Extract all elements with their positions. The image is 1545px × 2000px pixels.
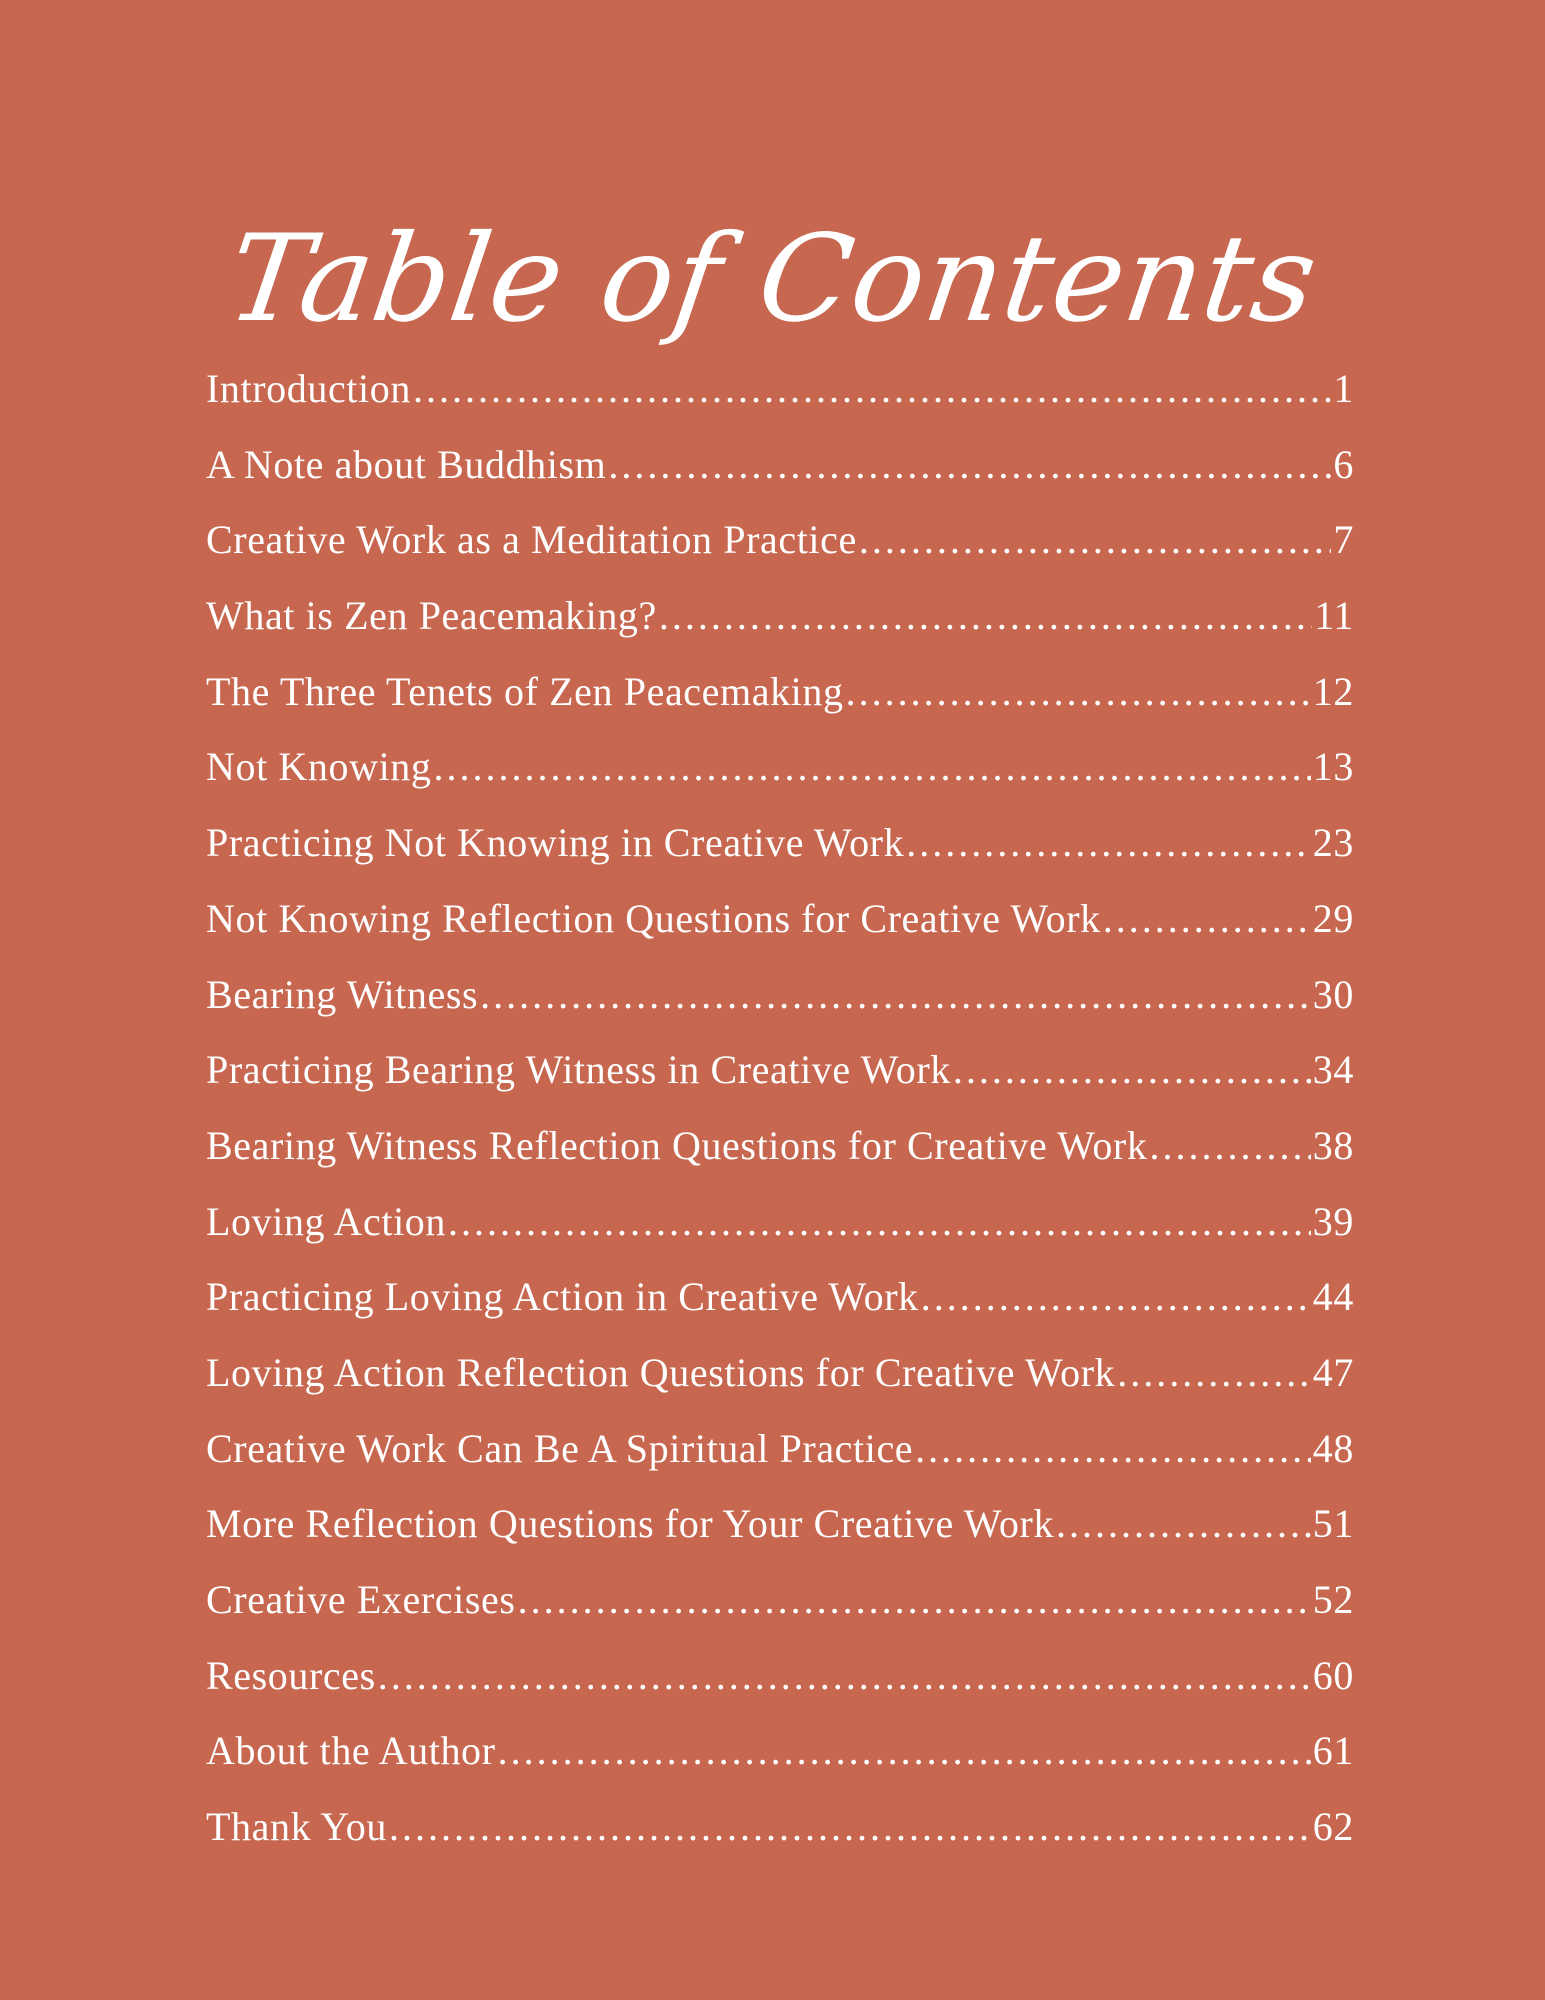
dot-leader xyxy=(921,1273,1311,1320)
toc-entry-label: Creative Exercises xyxy=(206,1577,516,1622)
dot-leader xyxy=(434,743,1311,790)
toc-entry xyxy=(206,1727,1354,1803)
toc-entry xyxy=(206,895,1354,971)
toc-entry-page-number: 51 xyxy=(1312,1501,1354,1547)
table-of-contents xyxy=(206,365,1354,1879)
dot-leader xyxy=(953,1046,1311,1093)
page-title: Table of Contents xyxy=(219,210,1326,350)
toc-entry xyxy=(206,1652,1354,1728)
dot-leader xyxy=(846,668,1311,715)
toc-entry-page-number: 6 xyxy=(1333,441,1354,487)
dot-leader xyxy=(859,516,1332,563)
toc-entry-page-number: 61 xyxy=(1312,1728,1354,1774)
toc-entry-label: Not Knowing Reflection Questions for Creative Work xyxy=(206,895,1101,941)
toc-entry-label: Practicing Loving Action in Creative Work xyxy=(206,1274,919,1320)
toc-entry-page-number: 44 xyxy=(1312,1274,1354,1320)
dot-leader xyxy=(608,441,1331,488)
toc-entry xyxy=(206,668,1354,744)
dot-leader xyxy=(1117,1349,1311,1396)
toc-entry-page-number: 38 xyxy=(1312,1122,1354,1168)
toc-entry xyxy=(206,365,1354,441)
toc-entry xyxy=(206,1500,1354,1576)
toc-entry-label: Bearing Witness xyxy=(206,971,479,1017)
toc-entry xyxy=(206,819,1354,895)
toc-entry xyxy=(206,1198,1354,1274)
dot-leader xyxy=(1149,1122,1310,1169)
toc-entry-page-number: 1 xyxy=(1333,366,1354,411)
toc-entry-label: Not Knowing xyxy=(206,744,432,790)
dot-leader xyxy=(1103,895,1311,942)
toc-entry-label: Loving Action xyxy=(206,1198,447,1244)
dot-leader xyxy=(389,1803,1311,1850)
toc-entry-page-number: 13 xyxy=(1312,744,1354,790)
toc-entry xyxy=(206,743,1354,819)
toc-entry-page-number: 11 xyxy=(1314,593,1354,639)
toc-entry-page-number: 60 xyxy=(1312,1652,1354,1698)
toc-entry-page-number: 29 xyxy=(1312,895,1354,941)
dot-leader xyxy=(906,819,1311,866)
toc-entry-label: Practicing Not Knowing in Creative Work xyxy=(206,820,905,866)
toc-entry-label: What is Zen Peacemaking? xyxy=(206,593,657,639)
toc-entry-page-number: 23 xyxy=(1312,820,1354,866)
toc-entry-page-number: 7 xyxy=(1333,517,1354,563)
toc-entry xyxy=(206,971,1354,1047)
toc-entry-page-number: 30 xyxy=(1312,971,1354,1017)
toc-entry xyxy=(206,516,1354,592)
toc-entry-label: More Reflection Questions for Your Creative Work xyxy=(206,1501,1055,1547)
dot-leader xyxy=(480,971,1311,1018)
toc-entry-label: Thank You xyxy=(206,1804,387,1850)
toc-entry xyxy=(206,1046,1354,1122)
dot-leader xyxy=(413,365,1331,412)
toc-entry xyxy=(206,441,1354,517)
toc-entry-label: Creative Work Can Be A Spiritual Practice xyxy=(206,1425,914,1471)
toc-entry-page-number: 48 xyxy=(1312,1425,1354,1471)
toc-entry xyxy=(206,1425,1354,1501)
dot-leader xyxy=(1056,1500,1311,1547)
toc-entry-label: Practicing Bearing Witness in Creative Work xyxy=(206,1047,951,1093)
dot-leader xyxy=(915,1425,1311,1472)
toc-entry-label: Resources xyxy=(206,1652,376,1698)
toc-entry-label: Creative Work as a Meditation Practice xyxy=(206,517,857,563)
toc-entry xyxy=(206,1122,1354,1198)
dot-leader xyxy=(448,1198,1311,1245)
toc-entry-page-number: 47 xyxy=(1312,1349,1354,1395)
toc-entry-label: A Note about Buddhism xyxy=(206,441,607,487)
dot-leader xyxy=(498,1727,1311,1774)
toc-entry-page-number: 39 xyxy=(1312,1198,1354,1244)
toc-entry xyxy=(206,1576,1354,1652)
toc-entry-label: Introduction xyxy=(206,366,411,411)
toc-entry-page-number: 62 xyxy=(1312,1804,1354,1850)
toc-entry-label: Bearing Witness Reflection Questions for Creative Work xyxy=(206,1122,1148,1168)
toc-entry xyxy=(206,1273,1354,1349)
dot-leader xyxy=(378,1652,1311,1699)
toc-entry-label: The Three Tenets of Zen Peacemaking xyxy=(206,668,844,714)
toc-entry-page-number: 52 xyxy=(1312,1577,1354,1622)
toc-entry xyxy=(206,592,1354,668)
toc-entry-label: Loving Action Reflection Questions for Creative Work xyxy=(206,1349,1116,1395)
toc-entry xyxy=(206,1349,1354,1425)
dot-leader xyxy=(518,1576,1311,1623)
toc-entry-label: About the Author xyxy=(206,1728,496,1774)
dot-leader xyxy=(659,592,1312,639)
toc-entry xyxy=(206,1803,1354,1879)
toc-entry-page-number: 34 xyxy=(1312,1047,1354,1093)
toc-entry-page-number: 12 xyxy=(1312,668,1354,714)
